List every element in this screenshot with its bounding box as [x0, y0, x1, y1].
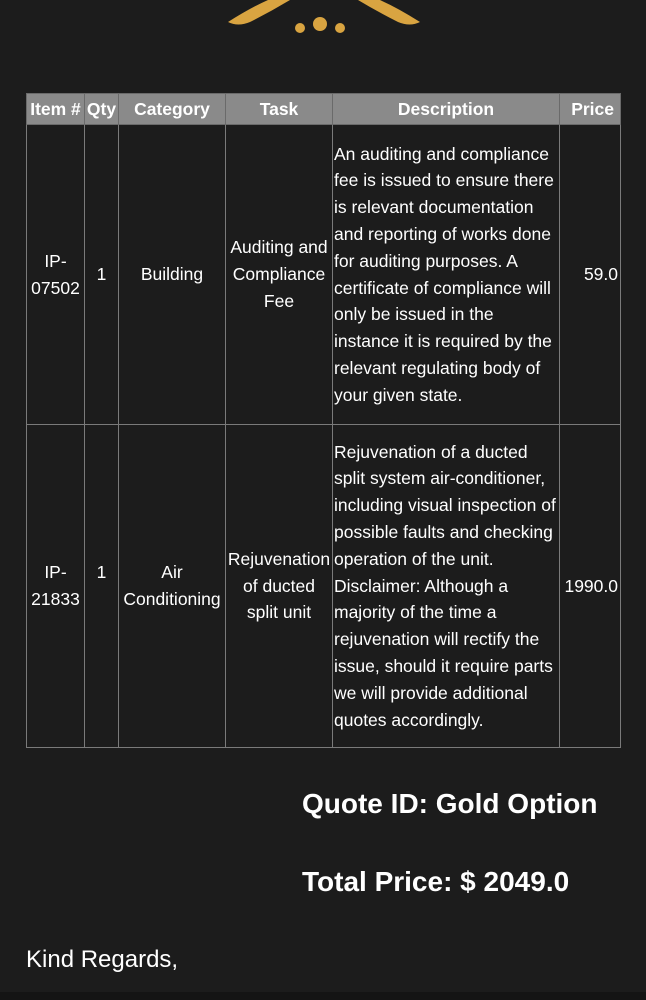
header-description: Description: [333, 94, 560, 125]
logo-dot: [335, 23, 345, 33]
item-number-code: 21833: [31, 589, 80, 609]
logo-dot: [313, 17, 327, 31]
description-cell: Rejuvenation of a ducted split system air-conditioner, including visual inspection of possible faults and checking operation of the unit. Disclaimer: Although a majority of the time a rejuvenation will rectify the issue, should it require parts we will provide additional quotes accordingly.: [333, 425, 560, 748]
item-number-code: 07502: [31, 277, 80, 298]
price-cell: 1990.0: [560, 425, 621, 748]
price-cell: 59.0: [560, 125, 621, 425]
description-cell: An auditing and compliance fee is issued to ensure there is relevant documentation and reporting of works done for auditing purposes. A certificate of compliance will only be issued in the instance it is required by the relevant regulating body of your given state.: [333, 125, 560, 425]
table-row: [27, 125, 621, 425]
item-number-prefix: IP-: [44, 562, 67, 583]
table-header-row: [27, 94, 621, 125]
task-cell: Auditing and Compliance Fee: [226, 125, 333, 425]
header-task: Task: [226, 94, 333, 125]
header-item: Item #: [27, 94, 85, 125]
bottom-divider: [0, 992, 646, 1000]
quote-items-table: [26, 93, 621, 748]
closing-text: Kind Regards,: [26, 946, 179, 973]
quote-id: Quote ID: Gold Option: [302, 788, 598, 819]
qty-cell: 1: [85, 125, 119, 425]
total-price: Total Price: $ 2049.0: [302, 866, 570, 897]
item-number-cell: [27, 125, 85, 425]
header-qty: Qty: [85, 94, 119, 125]
item-number-prefix: IP-: [44, 250, 67, 271]
table-row: [27, 425, 621, 748]
task-cell: Rejuvenation of ducted split unit: [226, 425, 333, 748]
header-price: Price: [560, 94, 621, 125]
category-cell: Building: [119, 125, 226, 425]
company-logo: [0, 0, 646, 50]
logo-right-wing: [358, 0, 420, 25]
item-number-cell: [27, 425, 85, 748]
logo-dot: [295, 23, 305, 33]
qty-cell: 1: [85, 425, 119, 748]
category-cell: Air Conditioning: [119, 425, 226, 748]
logo-left-wing: [228, 0, 290, 25]
header-category: Category: [119, 94, 226, 125]
